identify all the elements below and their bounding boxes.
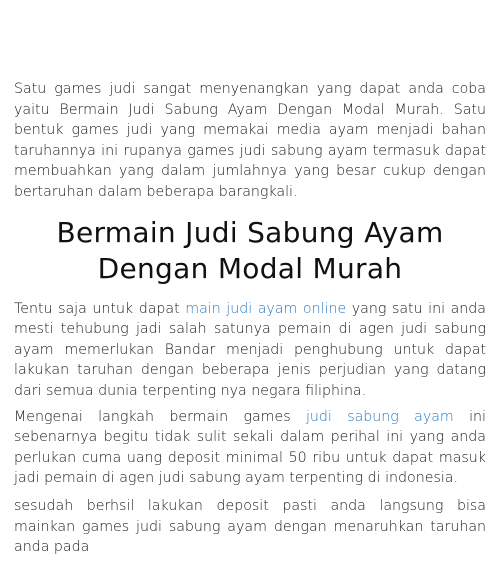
intro-paragraph: Satu games judi sangat menyenangkan yang dapat anda coba yaitu Bermain Judi Sabung Ayam Dengan Modal Murah. Satu bentuk games judi yang memakai media ayam menjadi bahan taruhannya ini rupanya games judi sabung ayam termasuk dapat membuahkan yang dalam jumlahnya yang besar cukup dengan bertaruhan dalam beberapa barangkali. bbox=[14, 81, 486, 200]
paragraph-1-text-start: Tentu saja untuk dapat bbox=[14, 300, 186, 317]
paragraph-2-text-end: ini sebenarnya begitu tidak sulit sekali dalam perihal ini yang anda perlukan cuma uang deposit minimal 50 ribu untuk dapat masuk jadi pemain di agen judi sabung ayam terpenting di indonesia. bbox=[14, 408, 486, 487]
link-main-judi-ayam-online[interactable]: main judi ayam online bbox=[185, 300, 347, 317]
article-heading: Bermain Judi Sabung Ayam Dengan Modal Murah bbox=[56, 215, 444, 285]
paragraph-2 bbox=[14, 407, 486, 489]
link-judi-sabung-ayam[interactable]: judi sabung ayam bbox=[305, 408, 454, 425]
paragraph-1-text-end: yang satu ini anda mesti tehubung jadi salah satunya pemain di agen judi sabung ayam memerlukan Bandar menjadi penghubung untuk dapat lakukan taruhan dengan beberapa jenis perjudian yang datang dari semua dunia terpenting nya negara filiphina. bbox=[14, 300, 486, 399]
paragraph-3: sesudah berhsil lakukan deposit pasti anda langsung bisa mainkan games judi sabung ayam dengan menaruhkan taruhan anda pada bbox=[14, 497, 486, 556]
paragraph-1 bbox=[14, 299, 486, 402]
article-body bbox=[14, 79, 486, 563]
paragraph-2-text-start: Mengenai langkah bermain games bbox=[14, 408, 306, 425]
